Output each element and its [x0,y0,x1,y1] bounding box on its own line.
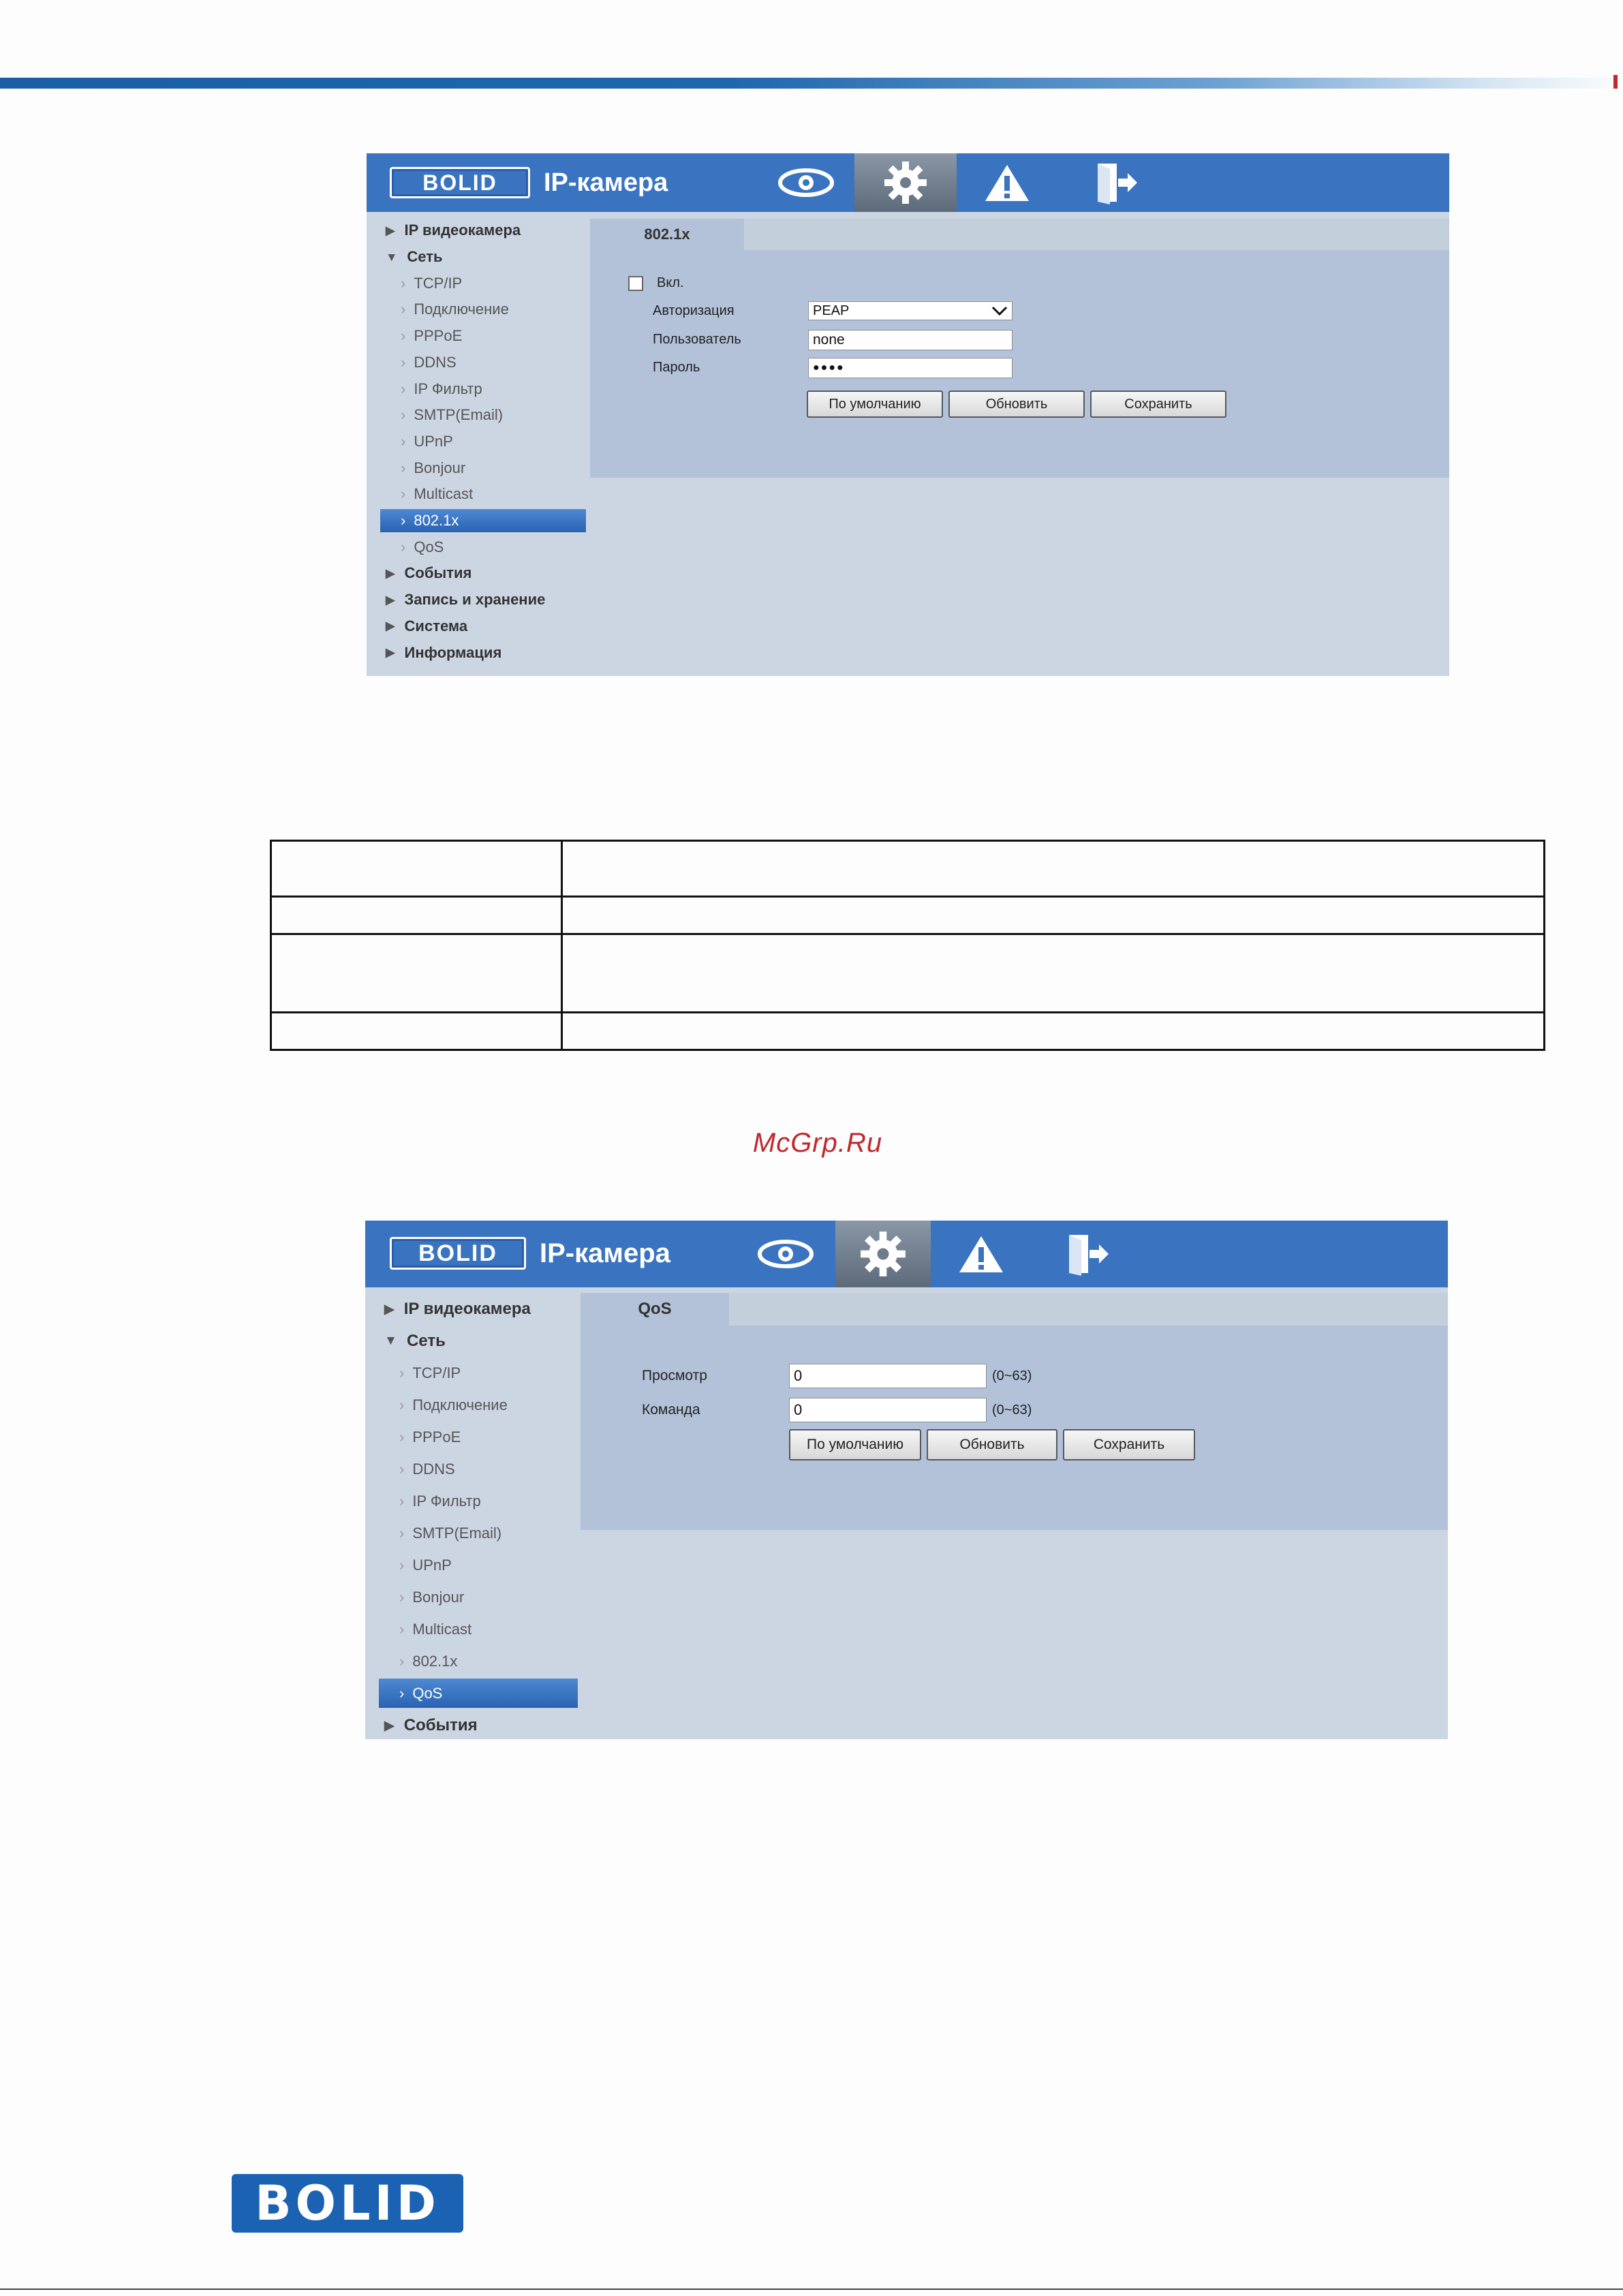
sidebar-item-label: Подключение [412,1396,508,1413]
table-row [271,934,1545,1013]
user-label: Пользователь [653,332,741,347]
sidebar-item[interactable] [365,1326,578,1356]
sidebar-item[interactable] [367,562,586,585]
bolid-footer-logo: BOLID [232,2174,463,2233]
sidebar-item-label: Система [404,617,468,634]
tab-8021x[interactable]: 802.1x [590,219,744,250]
table-cell [562,934,1545,1013]
save-button[interactable]: Сохранить [1090,391,1226,418]
sidebar-item-label: QoS [412,1684,443,1702]
sidebar-item-label: TCP/IP [412,1364,461,1381]
chevron-right-icon: › [399,1492,405,1510]
save-button[interactable]: Сохранить [1063,1429,1195,1460]
sidebar-item-label: IP Фильтр [414,380,482,397]
sidebar-item[interactable] [365,1422,578,1452]
sidebar-item-label: PPPoE [412,1428,461,1445]
sidebar-item-label: QoS [414,538,444,555]
sidebar-item-label: Bonjour [414,459,466,476]
settings-gear-icon[interactable] [835,1221,931,1287]
bottom-rule [0,2289,1623,2290]
triangle-right-icon: ▶ [386,645,395,660]
chevron-right-icon: › [399,1460,405,1478]
table-row [271,1013,1545,1050]
sidebar-item-label: События [403,1715,478,1734]
chevron-right-icon: › [399,1588,405,1606]
sidebar-item[interactable] [367,324,586,348]
sidebar-item[interactable] [380,509,586,533]
tab-bar [581,1293,1448,1326]
view-input[interactable]: 0 [789,1364,987,1388]
password-label: Пароль [653,360,700,375]
chevron-right-icon: › [401,274,406,292]
sidebar-item[interactable] [365,1454,578,1484]
chevron-right-icon: › [399,1556,405,1574]
sidebar-item-label: Подключение [414,301,509,318]
sidebar-item[interactable] [367,403,586,427]
chevron-right-icon: › [401,301,406,318]
triangle-right-icon: ▶ [386,223,395,237]
app-header [365,1221,1448,1287]
triangle-right-icon: ▶ [384,1302,395,1317]
sidebar-item[interactable] [367,430,586,454]
triangle-right-icon: ▶ [386,566,395,580]
enable-label: Вкл. [657,275,684,290]
chevron-right-icon: › [401,432,406,450]
parameters-table [270,840,1545,1051]
chevron-right-icon: › [399,1524,405,1542]
sidebar-item-label: Multicast [412,1620,472,1638]
sidebar-item[interactable] [367,641,586,664]
auth-select[interactable] [808,301,1013,320]
settings-gear-icon[interactable] [854,153,957,212]
sidebar-item[interactable] [365,1550,578,1580]
password-input[interactable]: ●●●● [808,358,1013,378]
logout-exit-icon[interactable] [1082,153,1150,212]
sidebar-item-label: UPnP [414,432,453,450]
chevron-right-icon: › [401,380,406,397]
sidebar-item[interactable] [367,456,586,480]
table-cell [271,1013,562,1050]
triangle-right-icon: ▶ [386,592,395,607]
sidebar-item[interactable] [367,351,586,375]
chevron-down-icon [991,306,1008,316]
view-label: Просмотр [642,1368,707,1383]
sidebar-item[interactable] [367,271,586,295]
chevron-right-icon: › [401,538,406,555]
sidebar-item[interactable] [379,1679,578,1708]
sidebar-item-label: UPnP [412,1556,452,1574]
sidebar-item[interactable] [367,535,586,559]
triangle-right-icon: ▶ [386,619,395,633]
enable-checkbox[interactable] [628,276,643,291]
sidebar-item[interactable] [367,377,586,401]
bolid-logo: BOLID [390,167,530,198]
table-row [271,841,1545,897]
corner-mark [1613,75,1618,89]
app-header [367,153,1449,212]
command-label: Команда [642,1402,700,1418]
sidebar-item[interactable] [365,1486,578,1516]
sidebar-item-label: Сеть [407,248,443,266]
chevron-right-icon: › [399,1652,405,1670]
chevron-right-icon: › [401,459,406,476]
sidebar-item[interactable] [365,1647,578,1676]
sidebar-item-label: Bonjour [412,1588,465,1606]
camera-ui-screenshot-8021x [367,153,1449,676]
sidebar-item[interactable] [367,483,586,506]
sidebar-item-label: 802.1x [414,512,459,530]
refresh-button[interactable]: Обновить [948,391,1085,418]
sidebar-item-label: SMTP(Email) [414,406,504,424]
watermark: McGrp.Ru [752,1128,883,1158]
sidebar-item[interactable] [365,1614,578,1644]
settings-content [581,1326,1448,1530]
sidebar-item-label: Запись и хранение [404,591,546,609]
chevron-right-icon: › [399,1620,405,1638]
bolid-logo: BOLID [390,1237,526,1270]
sidebar-item[interactable] [367,298,586,322]
chevron-right-icon: › [399,1364,405,1381]
chevron-right-icon: › [401,353,406,371]
page-header-band [0,78,1623,89]
chevron-right-icon: › [401,406,406,424]
logout-exit-icon[interactable] [1053,1221,1122,1287]
sidebar-item-label: Сеть [407,1331,446,1350]
chevron-right-icon: › [401,485,406,503]
settings-content [590,250,1449,478]
table-cell [271,897,562,934]
sidebar-item-label: IP видеокамера [403,1299,531,1318]
chevron-right-icon: › [401,327,406,345]
sidebar-item-label: Multicast [414,485,474,503]
sidebar-item[interactable] [365,1711,578,1739]
sidebar-item-label: IP видеокамера [404,221,521,239]
default-button[interactable]: По умолчанию [789,1429,921,1460]
sidebar-item-label: IP Фильтр [412,1492,481,1510]
sidebar-item[interactable] [367,588,586,612]
triangle-down-icon: ▼ [384,1333,397,1348]
table-cell [271,934,562,1013]
chevron-right-icon: › [399,1428,405,1445]
camera-ui-screenshot-qos [365,1221,1448,1739]
sidebar-item-label: События [404,564,472,582]
live-view-eye-icon[interactable] [769,153,844,212]
app-title: IP-камера [540,1238,670,1268]
sidebar-item-label: DDNS [412,1460,455,1478]
table-cell [562,1013,1545,1050]
sidebar-item[interactable] [367,245,586,269]
sidebar-item[interactable] [365,1518,578,1548]
alarm-warning-icon[interactable] [947,1221,1015,1287]
table-cell [562,897,1545,934]
sidebar-item-label: 802.1x [412,1652,458,1670]
auth-select-value: PEAP [813,303,850,318]
tab-qos[interactable]: QoS [581,1293,729,1326]
sidebar-item[interactable] [365,1390,578,1420]
auth-label: Авторизация [653,303,735,318]
sidebar-item[interactable] [365,1358,578,1388]
command-input[interactable]: 0 [789,1398,987,1422]
sidebar-item[interactable] [367,615,586,639]
sidebar-item[interactable] [367,219,586,243]
table-row [271,897,1545,934]
chevron-right-icon: › [401,512,406,530]
tab-bar [590,219,1449,250]
sidebar-item-label: SMTP(Email) [412,1524,502,1542]
refresh-button[interactable]: Обновить [927,1429,1057,1460]
view-range: (0~63) [992,1368,1032,1383]
default-button[interactable]: По умолчанию [807,391,943,418]
alarm-warning-icon[interactable] [973,153,1041,212]
table-cell [271,841,562,897]
chevron-right-icon: › [399,1684,405,1702]
sidebar-item[interactable] [365,1294,578,1323]
table-cell [562,841,1545,897]
sidebar-item-label: Информация [404,643,502,661]
sidebar-item-label: TCP/IP [414,274,463,292]
sidebar-item-label: DDNS [414,353,457,371]
live-view-eye-icon[interactable] [748,1221,823,1287]
command-range: (0~63) [992,1403,1032,1418]
chevron-right-icon: › [399,1396,405,1413]
app-title: IP-камера [544,168,668,197]
sidebar-item[interactable] [365,1582,578,1612]
sidebar-item-label: PPPoE [414,327,463,345]
user-input[interactable]: none [808,330,1013,350]
triangle-right-icon: ▶ [384,1718,395,1733]
triangle-down-icon: ▼ [386,249,398,264]
